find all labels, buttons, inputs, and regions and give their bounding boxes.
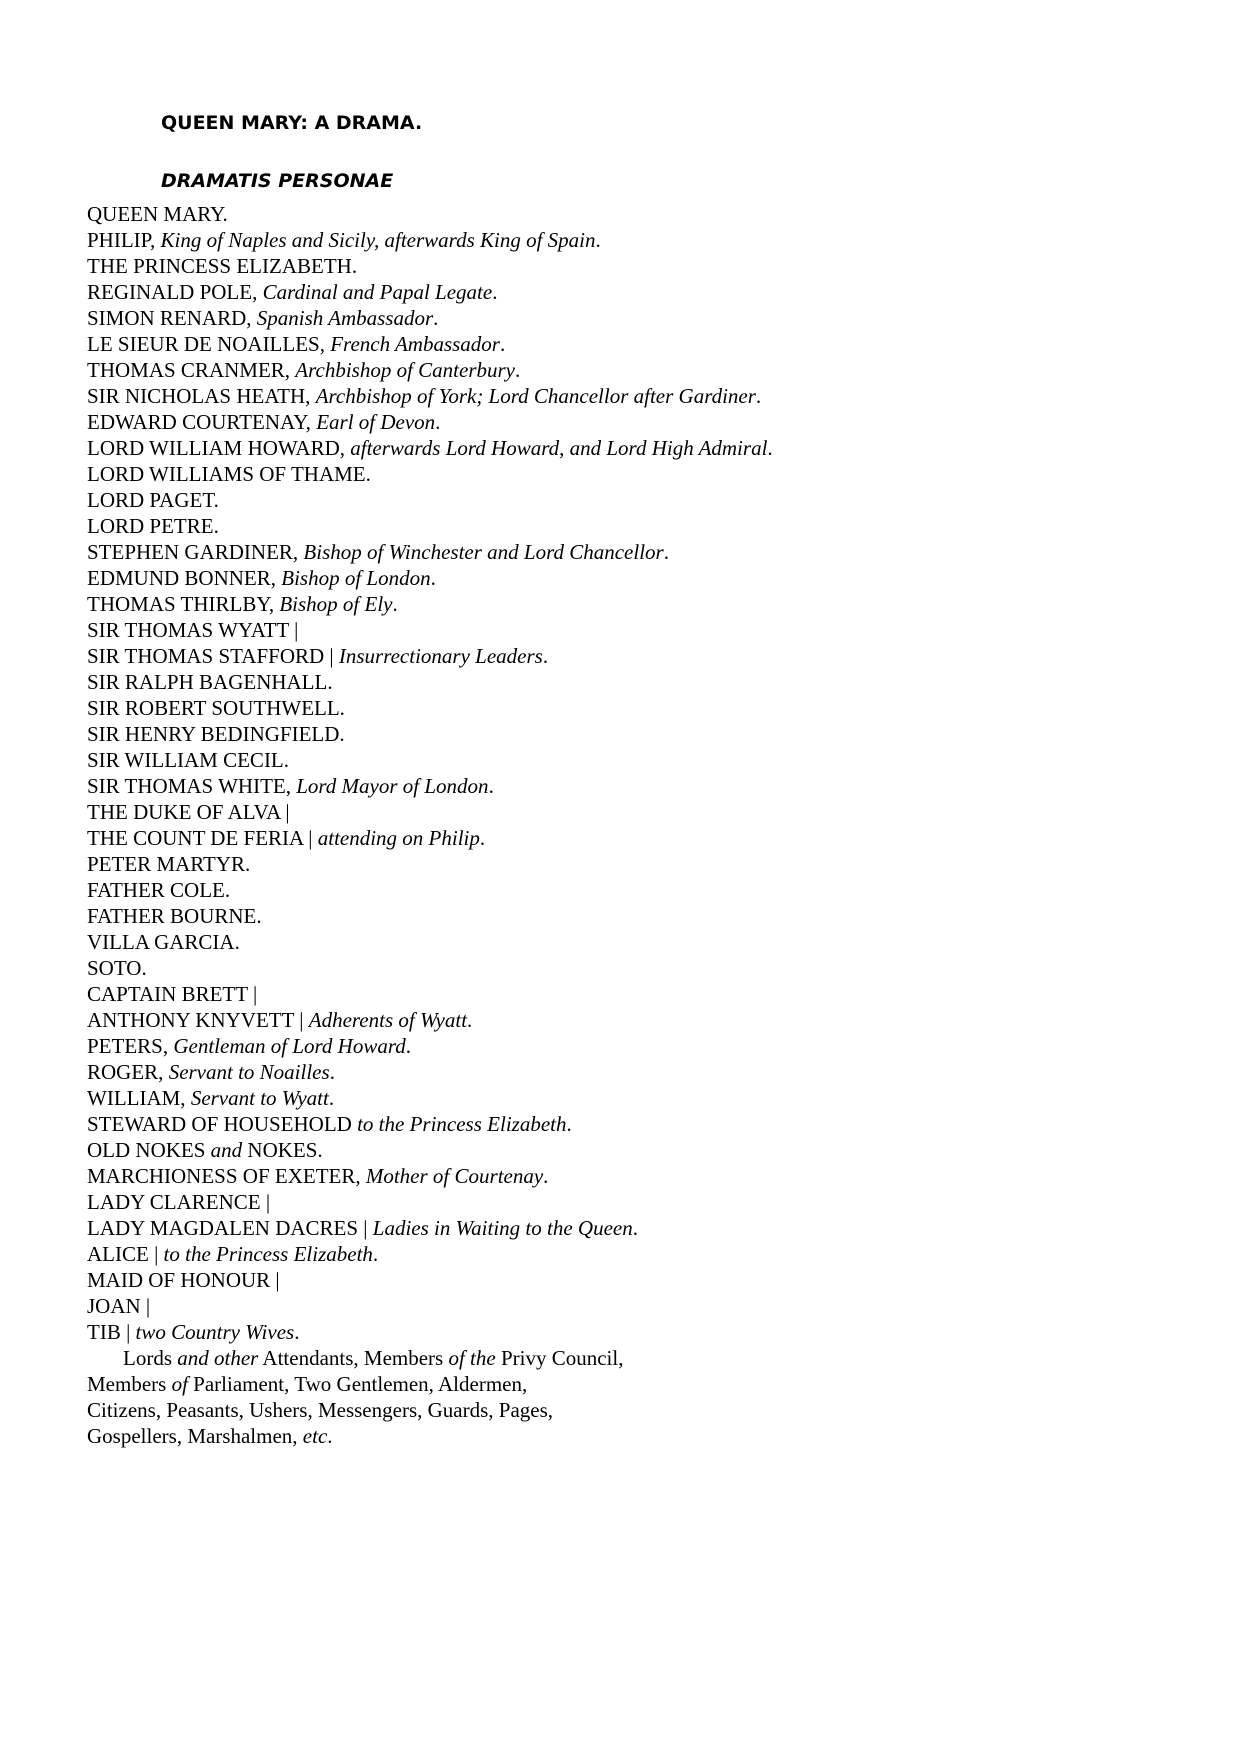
role-description: Archbishop of Canterbury [295,358,515,382]
character-name: SIR THOMAS STAFFORD | [87,644,339,668]
character-name: Privy Council, [495,1346,624,1370]
character-name: STEPHEN GARDINER, [87,540,304,564]
character-name: . [663,540,669,564]
cast-entry [87,461,1187,487]
role-description: Servant to Noailles [168,1060,330,1084]
cast-entry [87,1189,1187,1215]
character-name: SIR ROBERT SOUTHWELL. [87,696,345,720]
role-description: etc [302,1424,328,1448]
character-name: CAPTAIN BRETT | [87,982,258,1006]
character-name: MAID OF HONOUR | [87,1268,280,1292]
attendants-line [87,1397,1187,1423]
cast-entry [87,799,1187,825]
character-name: VILLA GARCIA. [87,930,240,954]
character-name: THE PRINCESS ELIZABETH. [87,254,358,278]
cast-entry [87,487,1187,513]
character-name: . [515,358,521,382]
attendants-line [87,1371,1187,1397]
character-name: TIB | [87,1320,136,1344]
character-name: . [392,592,398,616]
character-name: SIR NICHOLAS HEATH, [87,384,316,408]
character-name: . [294,1320,300,1344]
role-description: Adherents of Wyatt [308,1008,468,1032]
cast-entry [87,1059,1187,1085]
role-description: of [171,1372,188,1396]
role-description: two Country Wives [135,1320,295,1344]
role-description: Servant to Wyatt [190,1086,329,1110]
character-name: . [755,384,762,408]
cast-entry [87,1267,1187,1293]
role-description: French Ambassador [330,332,500,356]
character-name: SIR THOMAS WYATT | [87,618,299,642]
character-name: THE COUNT DE FERIA | [87,826,318,850]
character-name: FATHER BOURNE. [87,904,262,928]
character-name: Citizens, Peasants, Ushers, Messengers, Guards, Pages, [87,1398,554,1422]
character-name: . [488,774,494,798]
character-name: REGINALD POLE, [87,280,263,304]
character-name: SIR HENRY BEDINGFIELD. [87,722,345,746]
cast-entry [87,669,1187,695]
role-description: to the Princess Elizabeth [163,1242,373,1266]
character-name: . [329,1060,335,1084]
cast-entry [87,201,1187,227]
character-name: LORD WILLIAM HOWARD, [87,436,351,460]
character-name: SIR THOMAS WHITE, [87,774,297,798]
role-description: Lord Mayor of London [296,774,489,798]
character-name: LORD PAGET. [87,488,219,512]
character-name: THE DUKE OF ALVA | [87,800,290,824]
role-description: Earl of Devon [316,410,436,434]
cast-entry [87,1163,1187,1189]
character-name: QUEEN MARY. [87,202,228,226]
cast-entry [87,695,1187,721]
cast-list [87,201,1187,1449]
role-description: Insurrectionary Leaders [338,644,543,668]
cast-entry [87,877,1187,903]
cast-entry [87,435,1187,461]
character-name: . [542,644,549,668]
cast-entry [87,357,1187,383]
cast-entry [87,1293,1187,1319]
character-name: SIR RALPH BAGENHALL. [87,670,333,694]
character-name: . [435,410,441,434]
character-name: SOTO. [87,956,147,980]
character-name: WILLIAM, [87,1086,191,1110]
character-name: . [405,1034,411,1058]
role-description: Bishop of Ely [279,592,393,616]
character-name: PETERS, [87,1034,174,1058]
play-title: QUEEN MARY: A DRAMA. [161,112,423,134]
role-description: Cardinal and Papal Legate [262,280,493,304]
cast-entry [87,513,1187,539]
character-name: LORD WILLIAMS OF THAME. [87,462,371,486]
character-name: SIR WILLIAM CECIL. [87,748,290,772]
character-name: NOKES. [242,1138,323,1162]
character-name: . [767,436,773,460]
character-name: . [327,1424,333,1448]
character-name: LE SIEUR DE NOAILLES, [87,332,331,356]
cast-entry [87,1137,1187,1163]
character-name: . [543,1164,549,1188]
role-description: attending on Philip [317,826,480,850]
cast-entry [87,305,1187,331]
cast-entry [87,409,1187,435]
character-name: . [433,306,439,330]
character-name: . [492,280,498,304]
cast-entry [87,773,1187,799]
character-name: . [479,826,486,850]
role-description: Bishop of London [281,566,431,590]
cast-entry [87,1241,1187,1267]
role-description: Ladies in Waiting to the Queen [372,1216,633,1240]
character-name: LADY MAGDALEN DACRES | [87,1216,373,1240]
cast-entry [87,747,1187,773]
character-name: EDWARD COURTENAY, [87,410,317,434]
character-name: THOMAS THIRLBY, [87,592,280,616]
cast-entry [87,591,1187,617]
character-name: JOAN | [87,1294,151,1318]
cast-entry [87,539,1187,565]
role-description: King of Naples and Sicily, afterwards King of Spain [160,228,596,252]
cast-entry [87,643,1187,669]
character-name: LADY CLARENCE | [87,1190,271,1214]
attendants-line [87,1423,1187,1449]
character-name: Gospellers, Marshalmen, [87,1424,303,1448]
role-description: and other [177,1346,259,1370]
cast-entry [87,565,1187,591]
character-name: SIMON RENARD, [87,306,257,330]
character-name: EDMUND BONNER, [87,566,282,590]
character-name: Attendants, Members [258,1346,449,1370]
role-description: and [210,1138,243,1162]
cast-entry [87,253,1187,279]
character-name: . [566,1112,572,1136]
character-name: . [467,1008,473,1032]
cast-entry [87,721,1187,747]
cast-entry [87,1215,1187,1241]
character-name: OLD NOKES [87,1138,211,1162]
attendants-line [87,1345,1187,1371]
cast-entry [87,1111,1187,1137]
character-name: ANTHONY KNYVETT | [87,1008,309,1032]
cast-entry [87,617,1187,643]
role-description: Archbishop of York; Lord Chancellor after Gardiner [315,384,756,408]
character-name: THOMAS CRANMER, [87,358,296,382]
cast-entry [87,955,1187,981]
cast-entry [87,383,1187,409]
character-name: FATHER COLE. [87,878,231,902]
character-name: PHILIP, [87,228,161,252]
character-name: . [430,566,436,590]
cast-entry [87,1033,1187,1059]
cast-entry [87,1319,1187,1345]
cast-entry [87,1007,1187,1033]
cast-entry [87,825,1187,851]
character-name: MARCHIONESS OF EXETER, [87,1164,366,1188]
role-description: to the Princess Elizabeth [357,1112,567,1136]
character-name: ROGER, [87,1060,169,1084]
role-description: of the [448,1346,496,1370]
cast-entry [87,279,1187,305]
character-name: . [328,1086,335,1110]
character-name: Members [87,1372,172,1396]
cast-entry [87,981,1187,1007]
character-name: ALICE | [87,1242,164,1266]
character-name: . [595,228,601,252]
character-name: STEWARD OF HOUSEHOLD [87,1112,358,1136]
role-description: Gentleman of Lord Howard [173,1034,406,1058]
cast-entry [87,227,1187,253]
character-name: Parliament, Two Gentlemen, Aldermen, [187,1372,528,1396]
cast-entry [87,903,1187,929]
role-description: Spanish Ambassador [256,306,434,330]
character-name: . [499,332,506,356]
character-name: LORD PETRE. [87,514,219,538]
role-description: afterwards Lord Howard, and Lord High Admiral [350,436,768,460]
character-name: PETER MARTYR. [87,852,251,876]
role-description: Mother of Courtenay [365,1164,544,1188]
cast-entry [87,929,1187,955]
character-name: . [372,1242,379,1266]
cast-entry [87,851,1187,877]
character-name: Lords [123,1346,178,1370]
role-description: Bishop of Winchester and Lord Chancellor [303,540,664,564]
dramatis-personae-heading: DRAMATIS PERSONAE [161,170,394,192]
cast-entry [87,1085,1187,1111]
cast-entry [87,331,1187,357]
character-name: . [632,1216,638,1240]
